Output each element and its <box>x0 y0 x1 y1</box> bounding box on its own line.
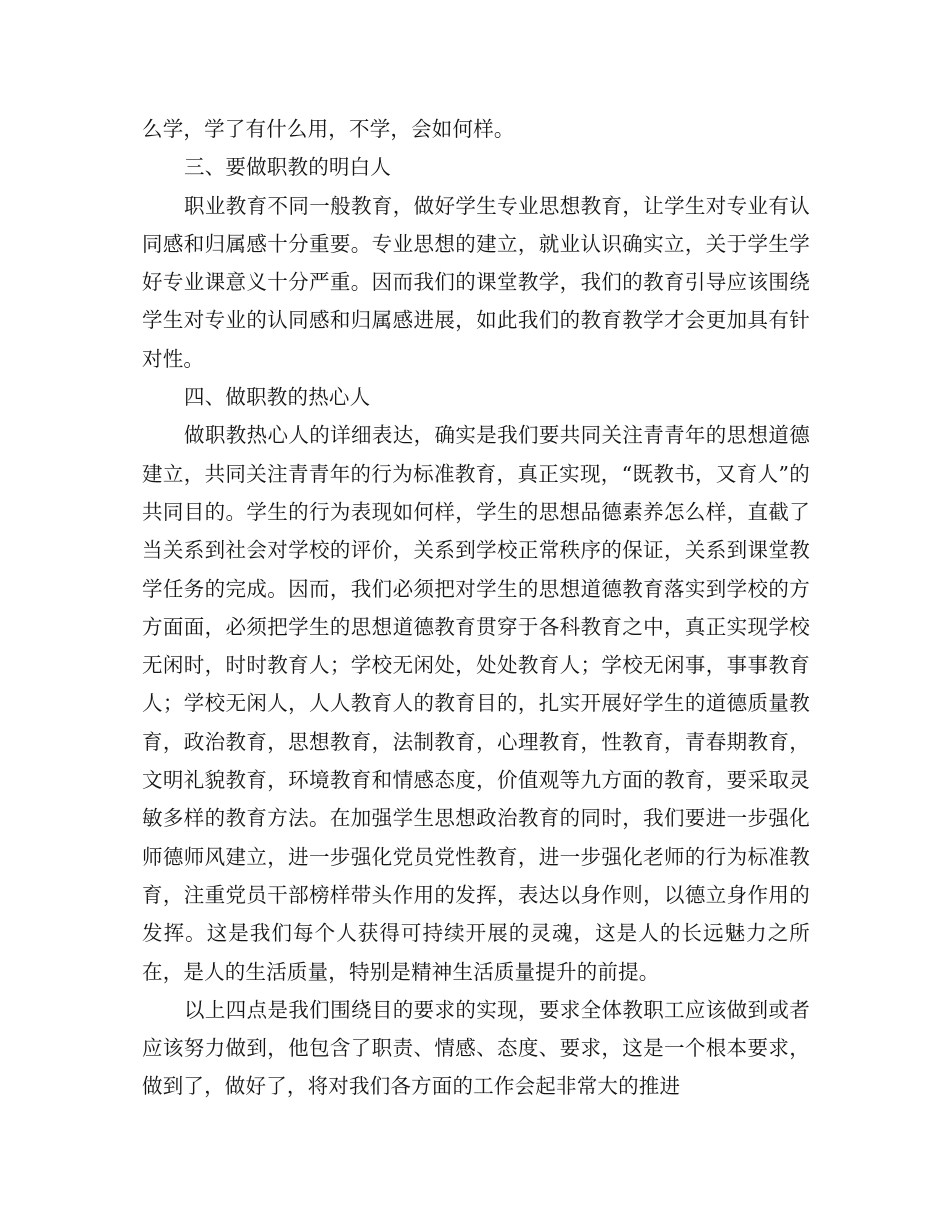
paragraph-summary: 以上四点是我们围绕目的要求的实现，要求全体教职工应该做到或者应该努力做到，他包含了职责、情感、态度、要求，这是一个根本要求，做到了，做好了，将对我们各方面的工作会起非常大的推进 <box>142 997 810 1099</box>
paragraph-continuation: 么学，学了有什么用，不学，会如何样。 <box>142 117 515 141</box>
document-body <box>142 110 810 1106</box>
paragraph-enthusiast: 做职教热心人的详细表达，确实是我们要共同关注青青年的思想道德建立，共同关注青青年的行为标准教育，真正实现，“既教书，又育人”的共同目的。学生的行为表现如何样，学生的思想品德素养怎么样，直截了当关系到社会对学校的评价，关系到学校正常秩序的保证，关系到课堂教学任务的完成。因而，我们必须把对学生的思想道德教育落实到学校的方方面面，必须把学生的思想道德教育贯穿于各科教育之中，真正实现学校无闲时，时时教育人；学校无闲处，处处教育人；学校无闲事，事事教育人；学校无闲人，人人教育人的教育目的，扎实开展好学生的道德质量教育，政治教育，思想教育，法制教育，心理教育，性教育，青春期教育，文明礼貌教育，环境教育和情感态度，价值观等九方面的教育，要采取灵敏多样的教育方法。在加强学生思想政治教育的同时，我们要进一步强化师德师风建立，进一步强化党员党性教育，进一步强化老师的行为标准教育，注重党员干部榜样带头作用的发挥，表达以身作则，以德立身作用的发挥。这是我们每个人获得可持续开展的灵魂，这是人的长远魅力之所在，是人的生活质量，特别是精神生活质量提升的前提。 <box>142 423 810 984</box>
section-heading-4: 四、做职教的热心人 <box>184 385 371 410</box>
section-heading-3: 三、要做职教的明白人 <box>184 155 391 180</box>
paragraph-vocational-education: 职业教育不同一般教育，做好学生专业思想教育，让学生对专业有认同感和归属感十分重要。专业思想的建立，就业认识确实立，关于学生学好专业课意义十分严重。因而我们的课堂教学，我们的教育引导应该围绕学生对专业的认同感和归属感进展，如此我们的教育教学才会更加具有针对性。 <box>142 193 810 371</box>
